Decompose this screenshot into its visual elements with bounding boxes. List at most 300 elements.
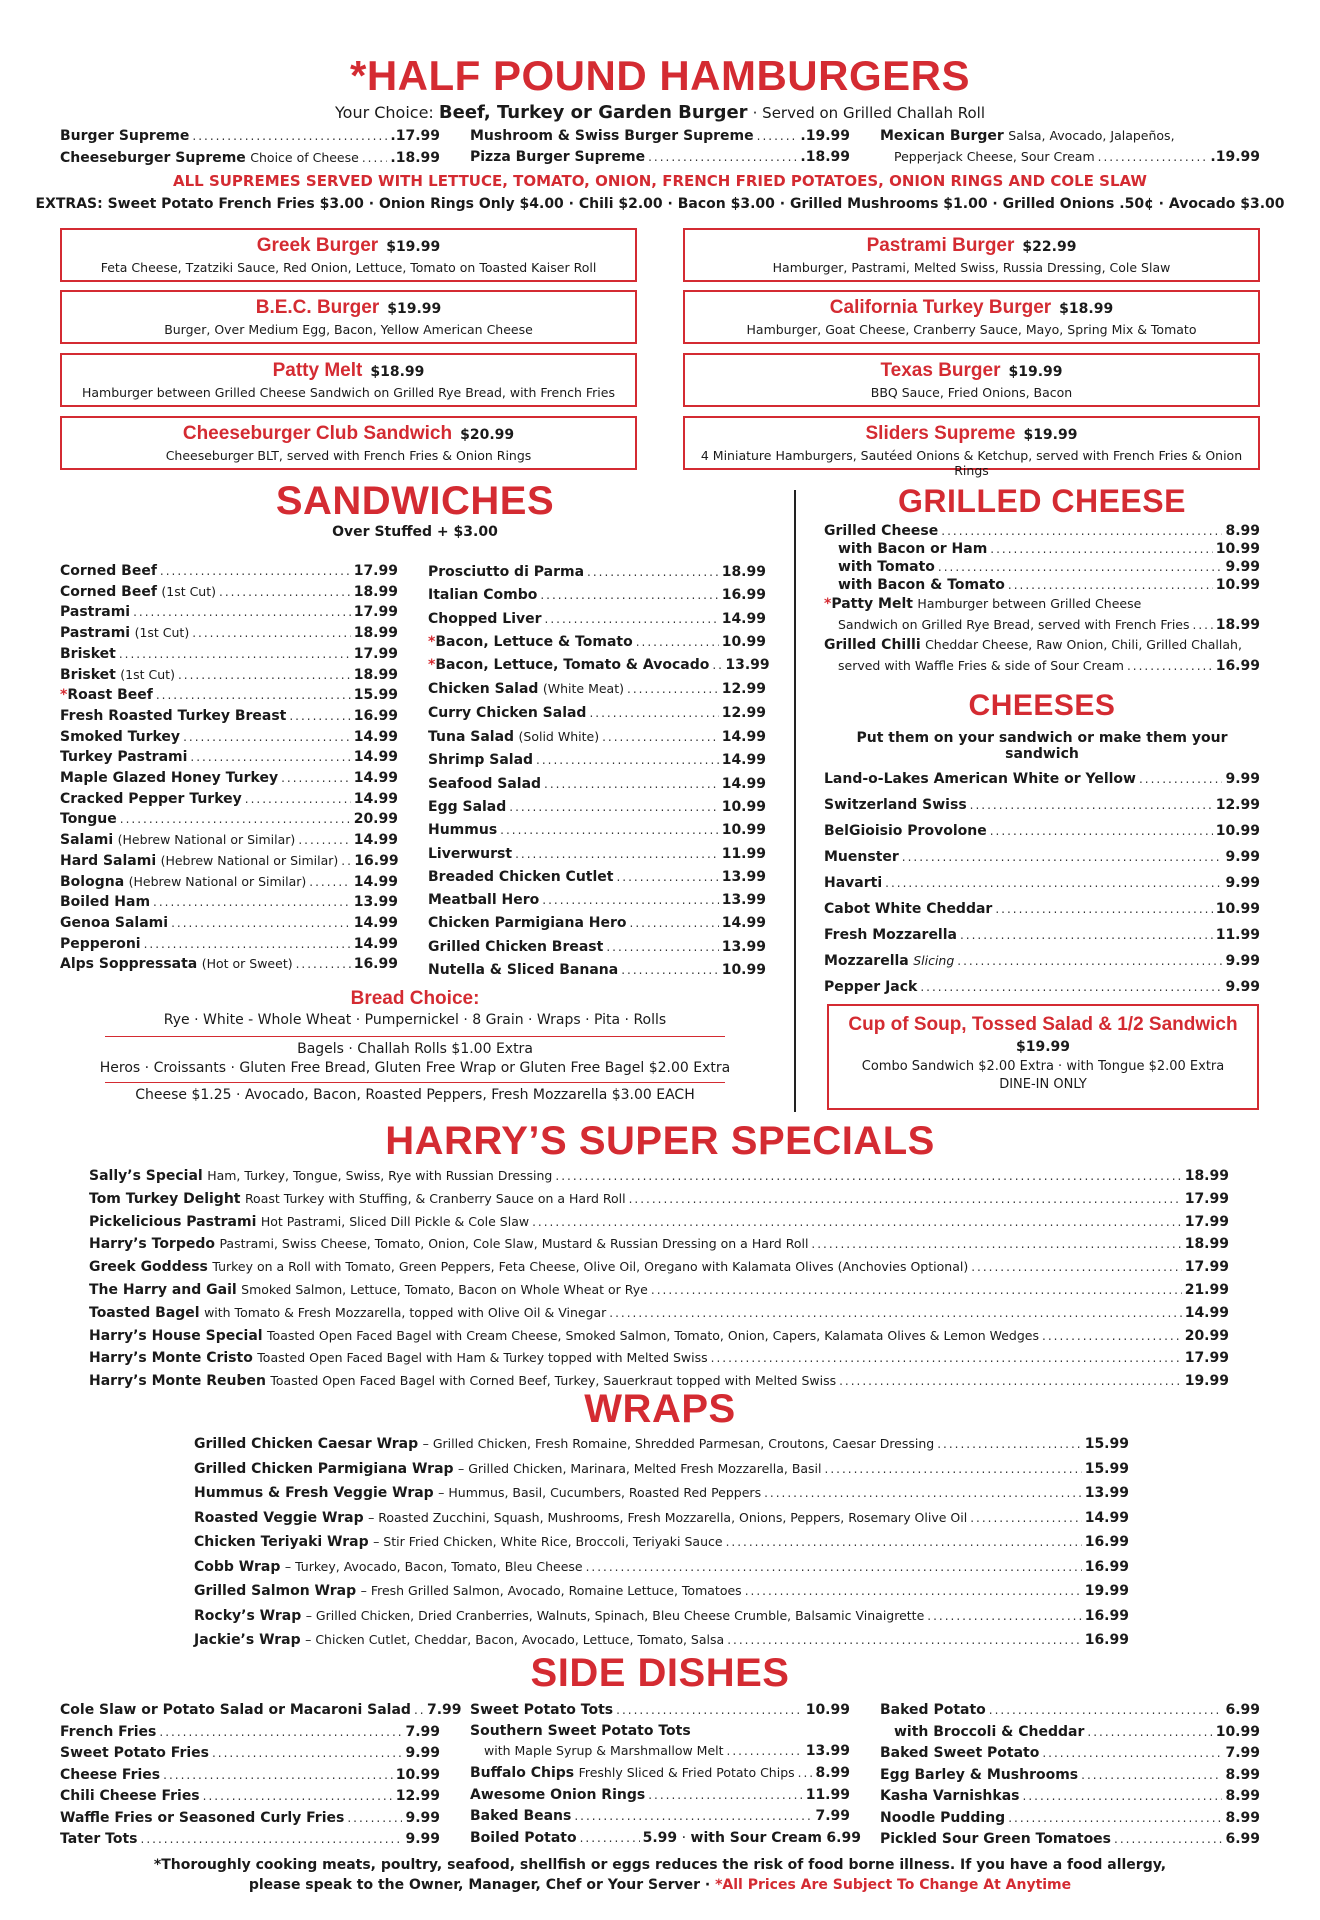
sides-col3 [880,1700,1260,1851]
item-name: Maple Glazed Honey Turkey [60,770,279,787]
grilled-cheese-title: GRILLED CHEESE [898,483,1186,519]
leader-dots [545,608,719,631]
item-price: 14.99 [353,914,398,931]
item-name: with Sour Cream [690,1829,822,1846]
item-name: Egg Salad [428,798,507,815]
item-name: Baked Sweet Potato [880,1745,1040,1761]
item-price: 8.99 [1225,1809,1260,1826]
box-heading [685,423,1258,445]
item-price: 17.99 [1184,1350,1229,1367]
item-price: 10.99 [1215,823,1260,839]
leader-dots [636,631,719,654]
item-desc: – Grilled Chicken, Fresh Romaine, Shredded Parmesan, Croutons, Caesar Dressing [422,1436,935,1451]
bread-options: Rye · White - Whole Wheat · Pumpernickel · 8 Grain · Wraps · Pita · Rolls [163,1012,667,1028]
mexican-burger-item [880,126,1260,167]
wraps-title: WRAPS [584,1387,736,1431]
item-name: Sweet Potato Tots [470,1702,614,1718]
item-price: 13.99 [1084,1485,1129,1501]
leader-dots [902,844,1223,870]
leader-dots [1087,1722,1212,1744]
item-name: Seafood Salad [428,775,542,792]
leader-dots [555,1166,1181,1188]
menu-item [89,1347,1229,1370]
item-price: 11.99 [1215,927,1260,943]
box-title: Sliders Supreme [865,423,1016,444]
menu-item [824,766,1260,792]
box-price: $19.99 [1008,364,1063,380]
leader-dots [1127,656,1213,677]
item-name: Mexican Burger [880,128,1004,144]
leader-dots [990,540,1212,558]
item-name: Grilled Chilli [824,637,921,654]
item-desc: (Solid White) [518,729,600,745]
menu-item [194,1481,1129,1506]
item-name: Bacon, Lettuce, Tomato & Avocado [435,657,710,674]
leader-dots [414,1700,424,1722]
menu-item [470,126,850,147]
combo-box [827,1004,1259,1110]
menu-item [880,1808,1260,1830]
box-desc: BBQ Sauce, Fried Onions, Bacon [870,385,1073,400]
item-name: Nutella & Sliced Banana [428,962,619,979]
box-desc: 4 Miniature Hamburgers, Sautéed Onions & Ketchup, served with French Fries & Onion Rings [700,448,1243,478]
item-price: 8.99 [815,1765,850,1782]
item-name: Bacon, Lettuce & Tomato [435,633,633,650]
menu-item [60,147,440,169]
item-price: 8.99 [1225,1788,1260,1804]
menu-item [428,889,766,912]
item-desc: Choice of Cheese [250,150,359,165]
item-price: .19.99 [800,128,850,144]
item-price: 10.99 [1215,1723,1260,1740]
menu-item [60,809,398,830]
menu-item [428,866,766,889]
leader-dots [1193,615,1213,636]
menu-item [89,1211,1229,1234]
leader-dots [938,558,1223,576]
item-price: 13.99 [725,657,770,674]
menu-item [428,725,766,749]
item-price: 9.99 [1225,875,1260,891]
item-price: 16.99 [1084,1607,1129,1624]
item-name: Noodle Pudding [880,1809,1006,1826]
leader-dots [347,1808,402,1830]
menu-item [60,747,398,768]
item-desc: Freshly Sliced & Fried Potato Chips [578,1765,795,1781]
leader-dots [574,1806,812,1828]
leader-dots [509,796,718,819]
item-price: 14.99 [353,770,398,787]
leader-dots [971,1257,1182,1279]
menu-item [824,844,1260,870]
star-mark: * [428,657,436,674]
item-desc: (1st Cut) [134,625,190,641]
item-name: Toasted Bagel [89,1304,200,1321]
leader-dots [811,1234,1181,1256]
leader-dots [219,582,351,603]
item-desc: – Hummus, Basil, Cucumbers, Roasted Red Peppers [438,1485,762,1500]
item-name: Grilled Chicken Parmigiana Wrap [194,1460,454,1477]
burger-box [683,228,1260,282]
item-price: 17.99 [1184,1259,1229,1276]
item-desc: Pepperjack Cheese, Sour Cream [894,148,1095,164]
menu-item [60,934,398,955]
item-desc: Roast Turkey with Stuffing, & Cranberry Sauce on a Hard Roll [244,1190,626,1206]
item-name: Hard Salami [60,852,157,869]
box-price: $18.99 [370,364,425,380]
leader-dots [341,851,351,872]
sides-col2 [470,1700,861,1848]
wraps-header [0,1386,1320,1432]
bread-choice [60,988,770,1103]
menu-item [60,706,398,727]
item-price: 7.99 [405,1723,440,1740]
burger-box [683,416,1260,478]
item-price: 16.99 [353,956,398,973]
item-desc: (1st Cut) [120,666,175,682]
item-name: Roasted Veggie Wrap [194,1509,364,1526]
leader-dots [141,1829,403,1851]
leader-dots [192,126,387,147]
item-price: 14.99 [353,832,398,849]
item-name: Cabot White Cheddar [824,901,993,917]
item-name: with Tomato [838,559,935,575]
item-name: Cobb Wrap [194,1558,281,1575]
leader-dots [542,889,718,912]
item-name: Grilled Chicken Breast [428,938,604,955]
grilled-cheese-section [824,482,1260,677]
item-desc: served with Waffle Fries & side of Sour Cream [838,658,1124,674]
burger-box [60,228,637,282]
box-title: B.E.C. Burger [255,297,380,318]
item-price: 12.99 [395,1788,440,1804]
leader-dots [309,872,350,893]
menu-item [60,954,398,975]
item-price: 10.99 [805,1702,850,1718]
menu-item [60,1743,440,1765]
leader-dots [133,602,351,623]
item-desc: Slicing [913,953,955,968]
item-name: Baked Potato [880,1702,986,1718]
item-name: Roast Beef [67,687,153,704]
item-price: 18.99 [353,625,398,642]
menu-item [428,796,766,819]
menu-item [60,665,398,686]
leader-dots [544,773,719,796]
burger-box [683,353,1260,407]
item-desc: – Chicken Cutlet, Cheddar, Bacon, Avocado, Lettuce, Tomato, Salsa [305,1632,725,1647]
menu-item [60,623,398,644]
item-name: Pastrami [60,625,131,642]
item-price: 12.99 [721,704,766,721]
box-desc: Burger, Over Medium Egg, Bacon, Yellow American Cheese [164,322,533,337]
leader-dots [602,726,719,749]
box-title: Cheeseburger Club Sandwich [182,423,453,444]
item-price: 10.99 [721,962,766,979]
sides-title: SIDE DISHES [530,1651,790,1695]
menu-item [824,635,1260,656]
item-name: Pizza Burger Supreme [470,149,646,165]
item-price: 11.99 [805,1786,850,1803]
item-name: Sally’s Special [89,1168,203,1184]
item-desc: Toasted Open Faced Bagel with Ham & Turkey topped with Melted Swiss [257,1350,708,1366]
cheeses-subtitle: Put them on your sandwich or make them your sandwich [856,730,1228,762]
item-price: 10.99 [395,1766,440,1783]
star-mark: * [824,596,832,612]
item-price: .18.99 [800,149,850,165]
item-price: 11.99 [721,845,766,862]
menu-item [60,561,398,582]
item-price: 17.99 [1184,1213,1229,1230]
sides-header [0,1650,1320,1696]
item-name: French Fries [60,1723,157,1740]
item-price: .17.99 [390,128,440,144]
box-heading [685,360,1258,382]
item-price: 9.99 [1225,953,1260,969]
menu-item [60,1765,440,1787]
leader-dots [1114,1829,1222,1851]
divider [105,1082,725,1083]
item-name: with Bacon & Tomato [838,577,1005,593]
leader-dots [281,768,351,789]
item-name: Pepper Jack [824,979,918,995]
box-price: $22.99 [1022,239,1077,255]
hamburgers-title: *HALF POUND HAMBURGERS [350,52,970,99]
menu-item [824,870,1260,896]
menu-item [60,789,398,810]
leader-dots [1008,576,1213,594]
item-price: 16.99 [354,852,399,869]
menu-item [428,654,770,677]
box-price: $20.99 [460,427,515,443]
price-change-notice: *All Prices Are Subject To Change At Anytime [715,1877,1072,1893]
menu-item [824,522,1260,540]
item-price: 20.99 [353,811,398,828]
leader-dots [586,1556,1082,1580]
item-name: Brisket [60,666,116,683]
subtitle-suffix: · Served on Grilled Challah Roll [752,104,985,122]
item-price: 12.99 [721,681,766,698]
menu-item [470,1721,850,1742]
menu-item [824,540,1260,558]
menu-item-cont [470,1741,850,1762]
item-name: Awesome Onion Rings [470,1786,646,1803]
box-heading [62,297,635,319]
leader-dots [212,1743,402,1765]
item-price: 9.99 [1225,771,1260,787]
box-price: $19.99 [386,239,441,255]
sides-col2-list [470,1762,850,1828]
leader-dots [589,702,718,725]
item-name: with Bacon or Ham [838,541,988,557]
item-name: Boiled Potato [470,1829,577,1846]
item-name: Smoked Turkey [60,728,181,745]
leader-dots [119,644,351,665]
menu-item [60,582,398,603]
sandwich-list-col1 [60,561,398,975]
item-name: Egg Barley & Mushrooms [880,1766,1079,1783]
menu-item [89,1233,1229,1256]
item-price: 15.99 [1084,1460,1129,1477]
leader-dots [156,685,351,706]
leader-dots [995,896,1212,922]
item-price: 9.99 [1225,559,1260,575]
leader-dots [1042,1743,1222,1765]
specials-title: HARRY’S SUPER SPECIALS [385,1119,935,1163]
item-desc: Toasted Open Faced Bagel with Cream Cheese, Smoked Salmon, Tomato, Onion, Capers, Kalamata Olives & Lemon Wedges [267,1327,1039,1343]
hamburgers-header [0,52,1320,123]
menu-item [880,1786,1260,1808]
menu-item [60,892,398,913]
leader-dots [515,843,719,866]
item-desc: (1st Cut) [161,583,217,599]
menu-item [428,677,766,701]
item-desc: Hamburger between Grilled Cheese [917,596,1142,611]
item-price: 13.99 [721,868,766,885]
leader-dots [1023,1786,1223,1808]
leader-dots [587,561,719,584]
item-name: Kasha Varnishkas [880,1788,1020,1804]
item-price: 18.99 [1215,616,1260,633]
menu-item [60,1786,440,1808]
box-heading [685,235,1258,257]
leader-dots [190,747,350,768]
item-price: 16.99 [353,707,398,724]
leader-dots [825,1458,1082,1482]
leader-dots [144,934,351,955]
sandwiches-header [60,478,770,540]
leader-dots [798,1763,813,1785]
item-price: 13.99 [805,1743,850,1760]
item-name: Baked Beans [470,1808,572,1825]
item-price: 7.99 [815,1808,850,1825]
item-name: Tom Turkey Delight [89,1190,241,1207]
leader-dots [711,1348,1182,1370]
box-desc: Hamburger between Grilled Cheese Sandwich on Grilled Rye Bread, with French Fries [82,385,615,400]
menu-item [60,851,398,872]
subtitle-prefix: Your Choice: [335,103,439,122]
item-price: 21.99 [1184,1281,1229,1298]
item-name: Muenster [824,849,899,865]
item-desc: Ham, Turkey, Tongue, Swiss, Rye with Russian Dressing [207,1168,553,1183]
menu-item [194,1457,1129,1482]
item-name: Land-o-Lakes American White or Yellow [824,771,1136,787]
item-desc: Hot Pastrami, Sliced Dill Pickle & Cole Slaw [260,1213,530,1229]
item-name: Corned Beef [60,583,157,600]
item-name: Breaded Chicken Cutlet [428,868,614,885]
item-price: 18.99 [353,666,398,683]
cheeses-section [824,688,1260,1000]
item-name: Prosciutto di Parma [428,564,585,580]
item-name: Harry’s Monte Reuben [89,1373,266,1390]
item-name: Mozzarella [824,953,909,969]
box-desc: Hamburger, Pastrami, Melted Swiss, Russia Dressing, Cole Slaw [772,260,1171,275]
item-desc: (White Meat) [542,681,624,697]
item-price: 17.99 [353,645,398,662]
box-price: $18.99 [1059,301,1114,317]
item-price: 7.99 [426,1702,462,1718]
item-price: 5.99 [642,1829,678,1846]
item-price: 16.99 [1084,1558,1129,1575]
item-name: Cole Slaw or Potato Salad or Macaroni Salad [60,1702,411,1718]
menu-item-cont [824,656,1260,677]
item-price: 18.99 [721,564,766,580]
item-desc: Salsa, Avocado, Jalapeños, [1008,128,1175,143]
item-price: 16.99 [1215,658,1260,675]
item-price: 9.99 [1225,849,1260,865]
item-name: Meatball Hero [428,892,540,909]
item-name: Harry’s House Special [89,1327,263,1344]
supremes-note: ALL SUPREMES SERVED WITH LETTUCE, TOMATO, ONION, FRENCH FRIED POTATOES, ONION RINGS AND COLE SLAW [173,172,1147,190]
box-price: $19.99 [387,301,442,317]
item-desc: – Grilled Chicken, Marinara, Melted Fresh Mozzarella, Basil [458,1460,822,1476]
leader-dots [616,1700,803,1721]
leader-dots [970,1507,1082,1531]
item-price: 8.99 [1225,1766,1260,1783]
star-mark: * [428,633,436,650]
item-price: 16.99 [1084,1534,1129,1550]
leader-dots [120,809,351,830]
leader-dots [536,749,719,772]
menu-item [470,1806,850,1828]
burger-box [60,353,637,407]
menu-item [60,727,398,748]
item-price: 6.99 [826,1829,861,1846]
leader-dots [296,954,351,975]
item-name: Sweet Potato Fries [60,1745,209,1761]
item-price: 10.99 [721,822,766,839]
item-name: Turkey Pastrami [60,749,188,766]
item-price: 19.99 [1184,1373,1229,1390]
leader-dots [712,654,722,677]
combo-price: $19.99 [1015,1039,1071,1055]
leader-dots [203,1786,393,1808]
leader-dots [580,1828,640,1849]
leader-dots [621,959,719,982]
item-name: Pickled Sour Green Tomatoes [880,1831,1112,1847]
item-desc: Smoked Salmon, Lettuce, Tomato, Bacon on Whole Wheat or Rye [241,1281,648,1297]
menu-item [428,773,766,796]
hamburger-list-col2 [470,126,850,168]
item-price: 14.99 [721,915,766,932]
menu-item [60,872,398,893]
item-name: Tuna Salad [428,729,515,746]
column-divider [794,490,796,1112]
item-name: Grilled Chicken Caesar Wrap [194,1436,419,1452]
menu-item [194,1432,1129,1457]
menu-item [194,1628,1129,1653]
item-name: The Harry and Gail [89,1281,237,1298]
bread-extra-1: Bagels · Challah Rolls $1.00 Extra [297,1041,533,1057]
menu-item: Boiled Potato ..... 5.99 · with Sour Cream 6.99 [470,1828,850,1849]
menu-item [60,1808,440,1830]
item-name: Tater Tots [60,1831,138,1847]
disclaimer-line1: *Thoroughly cooking meats, poultry, seafood, shellfish or eggs reduces the risk of food borne illness. If you have a food allergy, [153,1857,1167,1873]
leader-dots [192,623,350,644]
menu-item [60,602,398,623]
leader-dots [970,792,1213,818]
item-name: Waffle Fries or Seasoned Curly Fries [60,1809,345,1826]
item-desc: with Maple Syrup & Marshmallow Melt [484,1743,724,1759]
menu-item [428,912,766,935]
item-name: Brisket [60,645,116,662]
leader-dots [609,1303,1181,1325]
menu-item-cont [824,615,1260,636]
item-price: 16.99 [1084,1632,1129,1648]
item-name: with Broccoli & Cheddar [894,1723,1085,1740]
menu-item [880,1829,1260,1851]
leader-dots [171,913,351,934]
